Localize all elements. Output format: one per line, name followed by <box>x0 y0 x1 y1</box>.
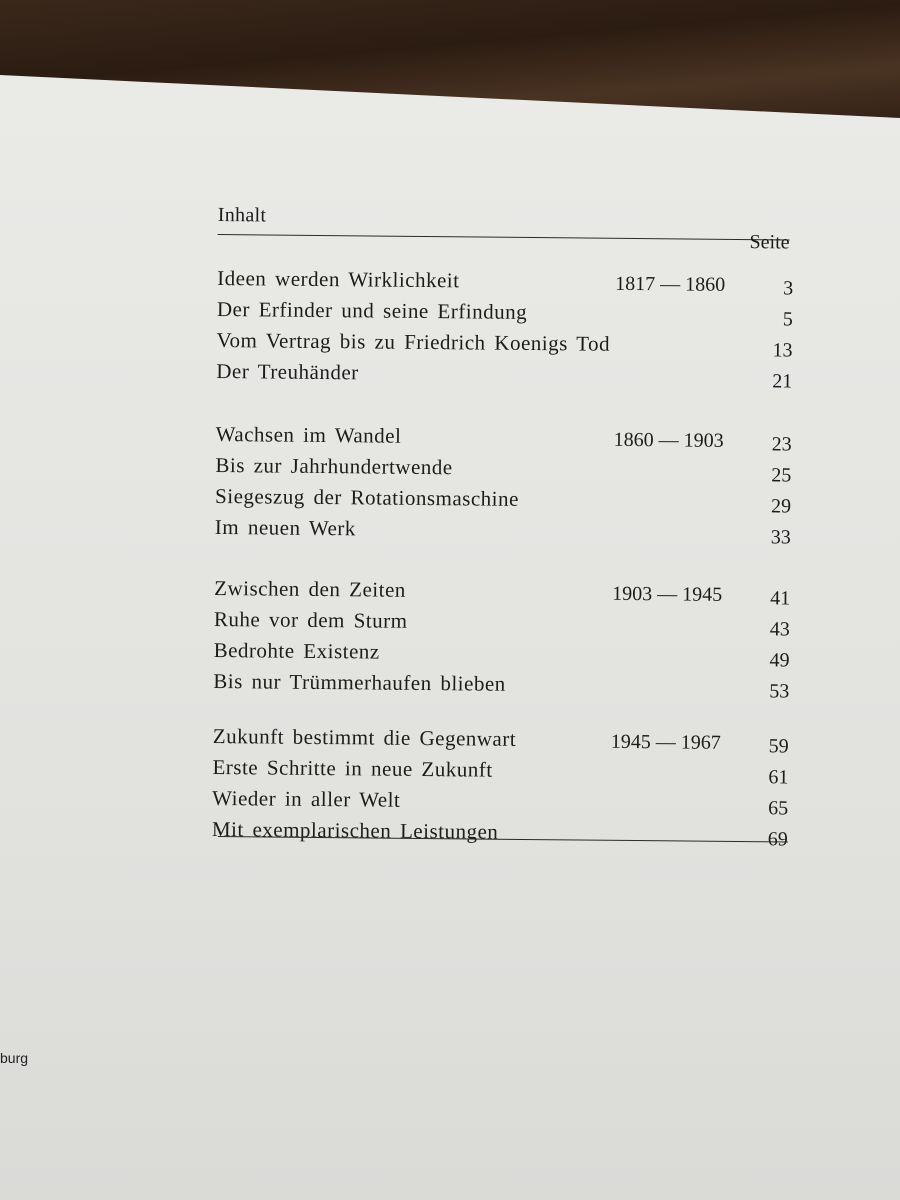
section-title: Ideen werden Wirklichkeit <box>217 265 460 293</box>
entry-title: Der Erfinder und seine Erfindung <box>216 296 528 324</box>
section-years: 1860 — 1903 <box>613 428 724 452</box>
page-number: 29 <box>770 495 792 518</box>
entry-title: Vom Vertrag bis zu Friedrich Koenigs Tod <box>216 327 611 356</box>
page-number: 61 <box>768 766 789 789</box>
toc-top-rule <box>218 234 790 240</box>
entry-title: Mit exemplarischen Leistungen <box>211 816 499 844</box>
page-number: 69 <box>767 828 788 851</box>
page-number: 13 <box>772 339 793 362</box>
toc-entry <box>213 669 789 705</box>
section-heading-entry <box>213 724 789 760</box>
page-number: 5 <box>782 308 793 331</box>
page-number: 23 <box>771 433 792 456</box>
toc-entry <box>216 359 792 395</box>
page-number: 21 <box>772 370 793 393</box>
toc-entry <box>214 607 790 643</box>
section-years: 1817 — 1860 <box>615 272 726 296</box>
toc-section <box>214 421 792 549</box>
toc-entry <box>215 484 791 520</box>
page-number: 3 <box>783 277 794 300</box>
section-title: Zukunft bestimmt die Gegenwart <box>212 723 517 751</box>
page-number: 53 <box>769 680 790 703</box>
entry-title: Bis nur Trümmerhaufen blieben <box>213 668 506 696</box>
entry-title: Wieder in aller Welt <box>212 785 401 812</box>
toc-section <box>211 723 789 851</box>
entry-title: Der Treuhänder <box>216 358 359 385</box>
toc-entry <box>212 755 788 791</box>
toc-entry <box>213 638 789 674</box>
section-years: 1903 — 1945 <box>612 582 723 606</box>
entry-title: Im neuen Werk <box>214 514 356 541</box>
page-number: 41 <box>770 587 791 610</box>
entry-title: Erste Schritte in neue Zukunft <box>212 754 493 782</box>
entry-title: Siegeszug der Rotationsmaschine <box>215 483 520 511</box>
toc-entry <box>215 453 791 489</box>
toc-entry <box>212 786 788 822</box>
page-number: 25 <box>771 464 792 487</box>
section-years: 1945 — 1967 <box>610 730 721 754</box>
toc-section <box>216 265 794 393</box>
section-heading-entry <box>214 576 790 612</box>
page-number: 49 <box>769 649 790 672</box>
section-title: Wachsen im Wandel <box>215 421 402 448</box>
table-of-contents <box>211 196 794 891</box>
toc-heading: Inhalt <box>217 203 267 227</box>
section-title: Zwischen den Zeiten <box>214 575 406 602</box>
toc-section <box>213 575 791 703</box>
entry-title: Bis zur Jahrhundertwende <box>215 452 453 480</box>
section-heading-entry <box>217 266 793 302</box>
toc-entry <box>216 328 792 364</box>
entry-title: Ruhe vor dem Sturm <box>213 606 408 633</box>
page-number: 59 <box>768 735 789 758</box>
margin-text-fragment: burg <box>0 1050 29 1066</box>
page-number: 43 <box>769 618 790 641</box>
toc-entry <box>215 515 791 551</box>
page-number: 65 <box>768 797 789 820</box>
toc-entry <box>217 297 793 333</box>
section-heading-entry <box>216 422 792 458</box>
page-column-label: Seite <box>749 231 790 254</box>
page-number: 33 <box>770 526 791 549</box>
entry-title: Bedrohte Existenz <box>213 637 380 664</box>
toc-entry <box>212 817 788 853</box>
